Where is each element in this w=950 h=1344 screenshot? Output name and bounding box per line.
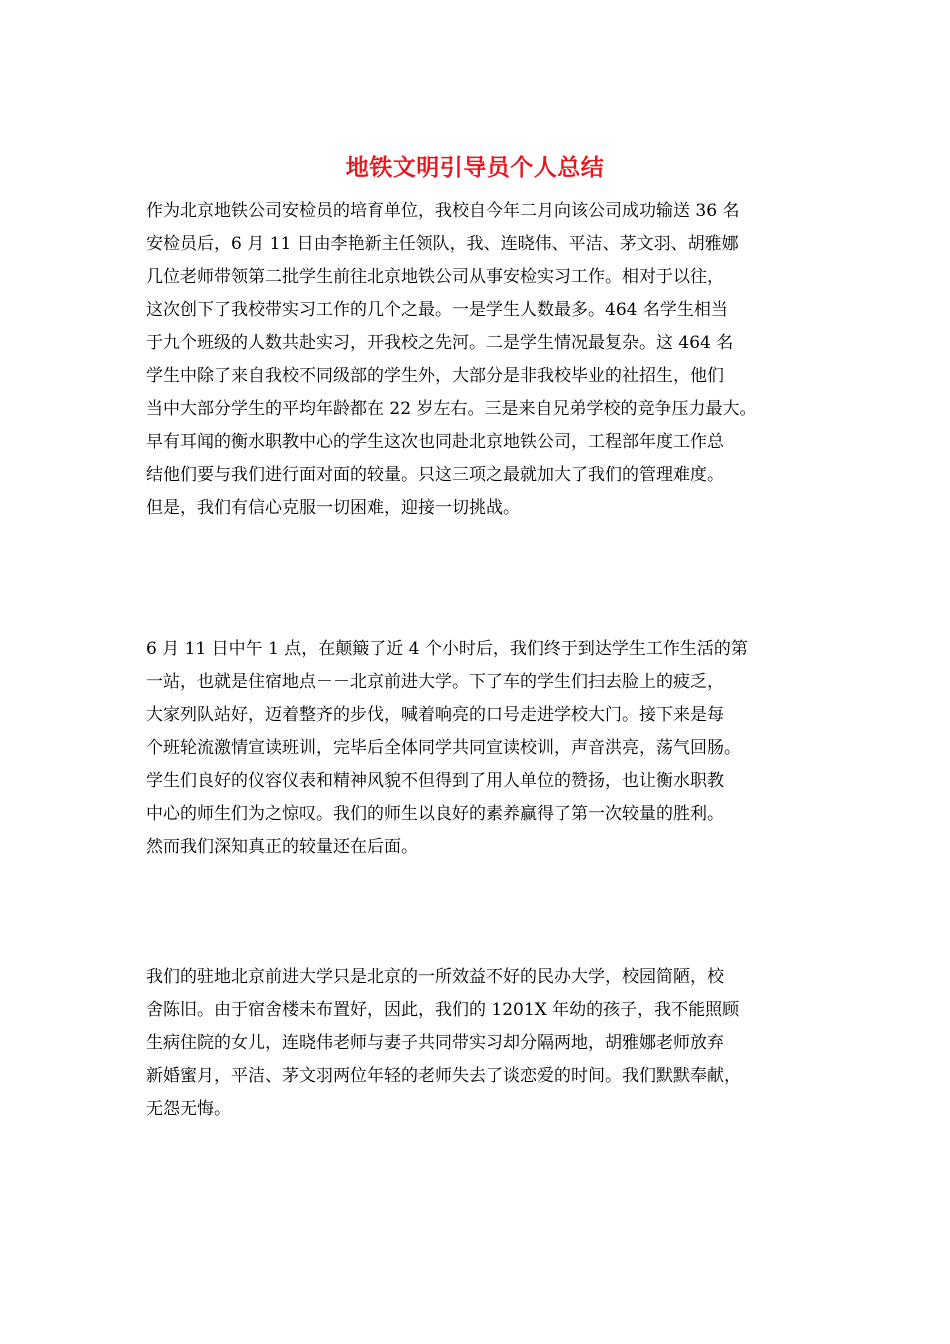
text-line: 舍陈旧。由于宿舍楼未布置好，因此，我们的 1201X 年幼的孩子，我不能照顾 <box>146 1000 740 1020</box>
paragraph-3 <box>146 961 826 1126</box>
text-line: 大家列队站好，迈着整齐的步伐，喊着响亮的口号走进学校大门。接下来是每 <box>146 705 724 725</box>
text-line: 安检员后，6 月 11 日由李艳新主任领队，我、连晓伟、平洁、茅文羽、胡雅娜 <box>146 234 739 254</box>
text-line: 6 月 11 日中午 1 点，在颠簸了近 4 个小时后，我们终于到达学生工作生活的第 <box>146 639 748 659</box>
text-line: 一站，也就是住宿地点－－北京前进大学。下了车的学生们扫去脸上的疲乏， <box>146 672 724 692</box>
text-line: 学生中除了来自我校不同级部的学生外，大部分是非我校毕业的社招生，他们 <box>146 366 724 386</box>
paragraph-1 <box>146 195 826 525</box>
text-line: 这次创下了我校带实习工作的几个之最。一是学生人数最多。464 名学生相当 <box>146 300 728 320</box>
text-line: 中心的师生们为之惊叹。我们的师生以良好的素养赢得了第一次较量的胜利。 <box>146 804 724 824</box>
text-line: 我们的驻地北京前进大学只是北京的一所效益不好的民办大学，校园简陋，校 <box>146 967 724 987</box>
text-line: 无怨无悔。 <box>146 1099 231 1119</box>
text-line: 作为北京地铁公司安检员的培育单位，我校自今年二月向该公司成功输送 36 名 <box>146 201 740 221</box>
document-title: 地铁文明引导员个人总结 <box>345 155 605 181</box>
text-line: 几位老师带领第二批学生前往北京地铁公司从事安检实习工作。相对于以往， <box>146 267 724 287</box>
text-line: 个班轮流激情宣读班训，完毕后全体同学共同宣读校训，声音洪亮，荡气回肠。 <box>146 738 741 758</box>
text-line: 结他们要与我们进行面对面的较量。只这三项之最就加大了我们的管理难度。 <box>146 465 724 485</box>
paragraph-2 <box>146 633 826 864</box>
text-line: 但是，我们有信心克服一切困难，迎接一切挑战。 <box>146 498 520 518</box>
text-line: 当中大部分学生的平均年龄都在 22 岁左右。三是来自兄弟学校的竞争压力最大。 <box>146 399 757 419</box>
text-line: 生病住院的女儿，连晓伟老师与妻子共同带实习却分隔两地，胡雅娜老师放弃 <box>146 1033 724 1053</box>
text-line: 于九个班级的人数共赴实习，开我校之先河。二是学生情况最复杂。这 464 名 <box>146 333 734 353</box>
text-line: 早有耳闻的衡水职教中心的学生这次也同赴北京地铁公司，工程部年度工作总 <box>146 432 724 452</box>
text-line: 然而我们深知真正的较量还在后面。 <box>146 837 418 857</box>
text-line: 新婚蜜月，平洁、茅文羽两位年轻的老师失去了谈恋爱的时间。我们默默奉献， <box>146 1066 741 1086</box>
text-line: 学生们良好的仪容仪表和精神风貌不但得到了用人单位的赞扬，也让衡水职教 <box>146 771 724 791</box>
